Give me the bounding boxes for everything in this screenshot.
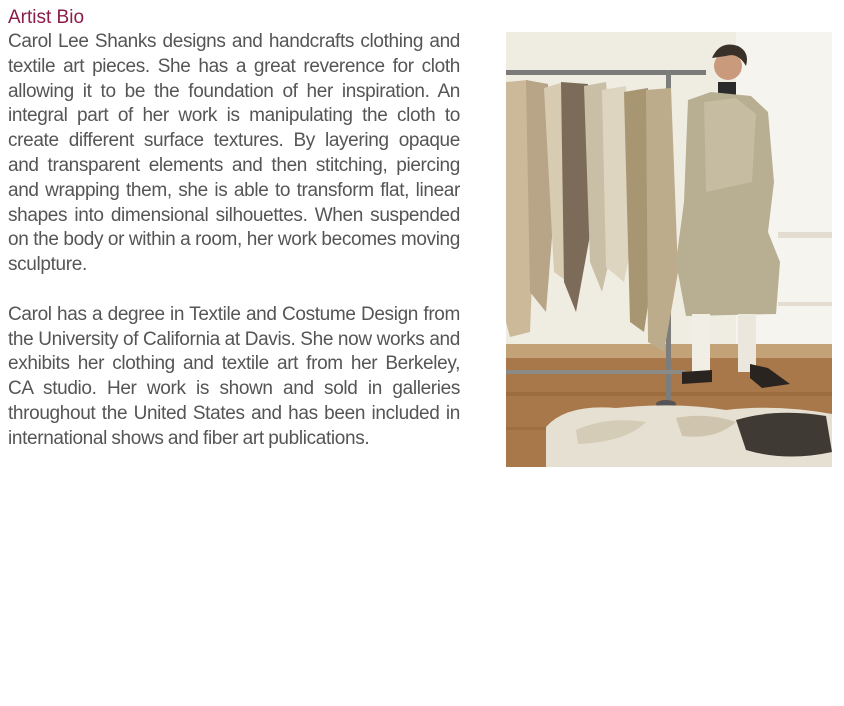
bio-paragraph-2: Carol has a degree in Textile and Costume Design from the University of California at Davis. She now works and exhibits her clothing and textile art from her Berkeley, CA studio. Her work is shown and sold in galleries throughout the United States and has been included in international shows and fiber art publications. — [8, 303, 460, 449]
artist-studio-photo — [506, 32, 832, 467]
bio-paragraph-1: Carol Lee Shanks designs and handcrafts clothing and textile art pieces. She has a great reverence for cloth allowing it to be the foundation of her inspiration. An integral part of her work is manipulating the cloth to create different surface textures. By layering opaque and transparent elements and then stitching, piercing and wrapping them, she is able to transform flat, linear shapes into dimensional silhouettes. When suspended on the body or within a room, her work becomes moving sculpture. — [8, 31, 460, 276]
artist-photo — [506, 32, 832, 467]
page-title: Artist Bio — [8, 7, 85, 28]
artist-bio-text — [8, 30, 460, 452]
